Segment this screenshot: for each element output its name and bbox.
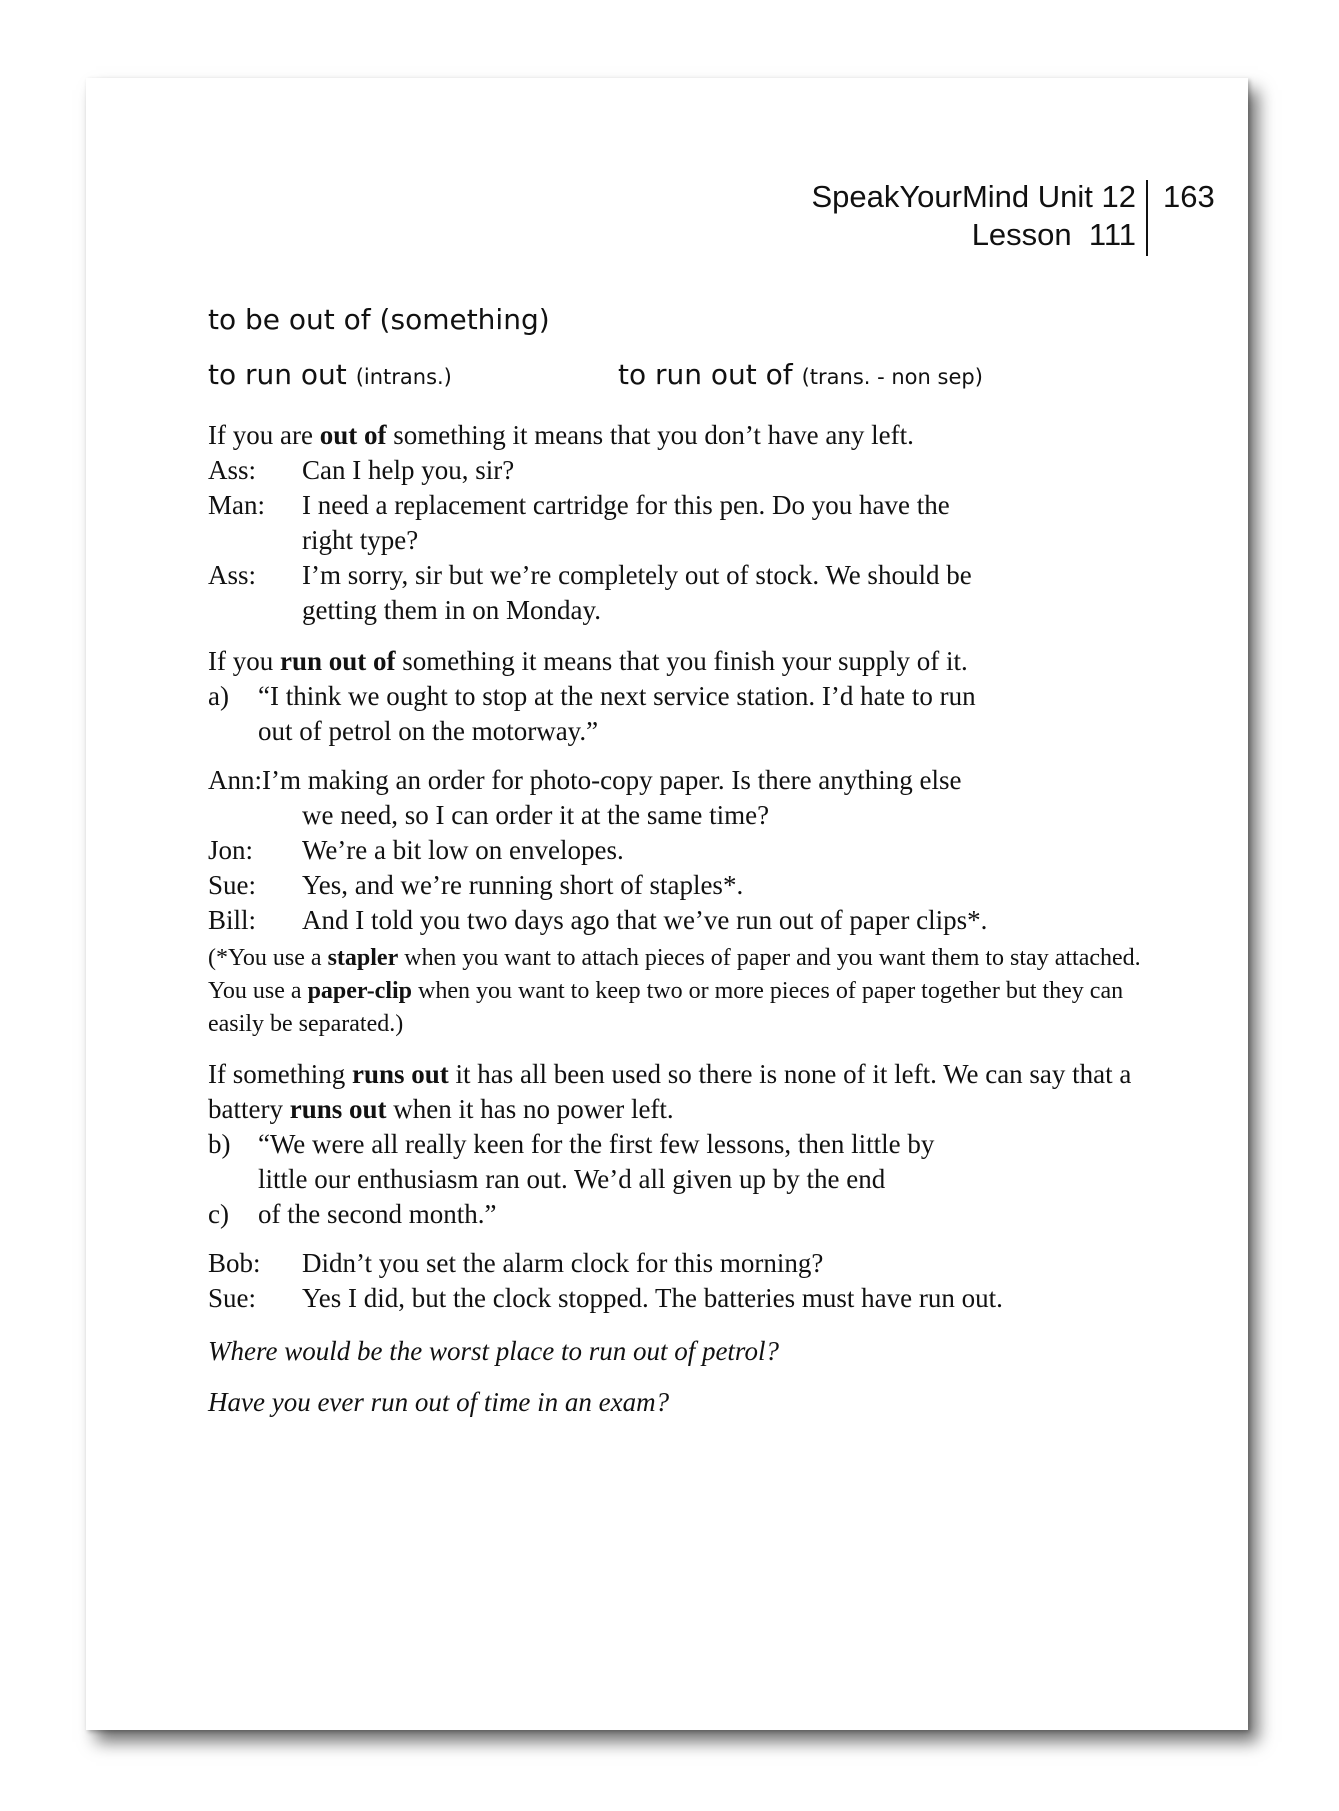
section2-intro [208,644,1168,679]
speaker: Ann: [208,765,262,795]
example-c [208,1197,1168,1232]
header-divider [1146,180,1148,256]
running-header [811,178,1136,254]
phrasal-right-main: to run out of [618,358,793,391]
dialogue-text: I’m making an order for photo-copy paper. Is there anything else [262,765,962,795]
phrasal-left-main: to run out [208,358,347,391]
speaker: Bob: [208,1248,261,1278]
intro-text: it has all been used so there is none of it left. We can say that a battery [208,1059,1132,1124]
dialogue-text: getting them in on Monday. [302,595,601,625]
dialogue-text-block [302,558,1168,628]
speaker: Jon: [208,835,254,865]
intro-bold: run out of [279,646,396,676]
dialogue-text: Can I help you, sir? [302,455,515,485]
intro-text: when it has no power left. [386,1094,674,1124]
discussion-question: Have you ever run out of time in an exam? [208,1387,670,1417]
phrasal-right [618,358,983,391]
example-b [208,1127,1168,1197]
intro-bold: runs out [351,1059,449,1089]
lesson-body [208,418,1168,1420]
dialogue-text: Yes, and we’re running short of staples*. [302,870,744,900]
speaker: Ass: [208,455,257,485]
speaker: Bill: [208,905,257,935]
intro-text: If something [208,1059,352,1089]
intro-text: something it means that you don’t have any left. [386,420,914,450]
phrasal-right-note: (trans. - non sep) [801,365,983,389]
dialogue-line [208,903,1168,938]
intro-text: If you are [208,420,320,450]
example-a [208,679,1168,749]
dialogue-line [208,833,1168,868]
dialogue-line [208,1281,1168,1316]
dialogue-line [208,488,1168,558]
phrasal-left [208,358,452,391]
dialogue-text: And I told you two days ago that we’ve run out of paper clips*. [302,905,988,935]
note-bold: stapler [327,945,399,971]
footnote [208,942,1168,1041]
speaker: Ass: [208,560,257,590]
speaker: Sue: [208,870,257,900]
lesson-title: Lesson 111 [971,217,1136,252]
intro-bold: out of [319,420,387,450]
example-label: c) [208,1199,229,1229]
lesson-heading: to be out of (something) [208,303,550,336]
dialogue-text: Yes I did, but the clock stopped. The batteries must have run out. [302,1283,1003,1313]
intro-text: something it means that you finish your supply of it. [395,646,968,676]
note-text: when you want to keep two or more pieces of paper together but they can easily be separated.) [208,978,1124,1037]
dialogue-text: right type? [302,525,419,555]
dialogue-text: I’m sorry, sir but we’re completely out of stock. We should be [302,560,972,590]
dialogue-text: Didn’t you set the alarm clock for this morning? [302,1248,824,1278]
note-bold: paper-clip [307,978,413,1004]
page [86,78,1248,1730]
example-text: out of petrol on the motorway.” [258,716,599,746]
example-text: little our enthusiasm ran out. We’d all given up by the end [258,1164,886,1194]
dialogue-text-block [302,488,1168,558]
page-number: 163 [1163,179,1215,214]
dialogue-text: we need, so I can order it at the same time? [302,800,770,830]
section3-intro [208,1057,1168,1127]
book-unit-title: SpeakYourMind Unit 12 [811,179,1136,214]
example-text: of the second month.” [258,1199,497,1229]
phrasal-left-note: (intrans.) [355,365,452,389]
speaker: Man: [208,490,265,520]
example-text: “We were all really keen for the first few lessons, then little by [258,1129,935,1159]
example-label: b) [208,1129,231,1159]
speaker: Sue: [208,1283,257,1313]
example-text: “I think we ought to stop at the next service station. I’d hate to run [258,681,976,711]
note-text: (*You use a [208,945,328,971]
section1-intro [208,418,1168,453]
note-text: when you want to attach pieces of paper and you want them to stay attached. You use a [208,945,1141,1004]
discussion-question: Where would be the worst place to run out of petrol? [208,1336,779,1366]
dialogue-line [208,1246,1168,1281]
intro-bold: runs out [289,1094,387,1124]
intro-text: If you [208,646,280,676]
example-text-block [258,679,1168,749]
example-label: a) [208,681,229,711]
dialogue-line [208,558,1168,628]
dialogue-text: I need a replacement cartridge for this pen. Do you have the [302,490,950,520]
dialogue-text: We’re a bit low on envelopes. [302,835,624,865]
dialogue-line [208,453,1168,488]
example-text-block [258,1127,1168,1197]
dialogue-line [208,868,1168,903]
dialogue-line-ann [208,763,1168,833]
